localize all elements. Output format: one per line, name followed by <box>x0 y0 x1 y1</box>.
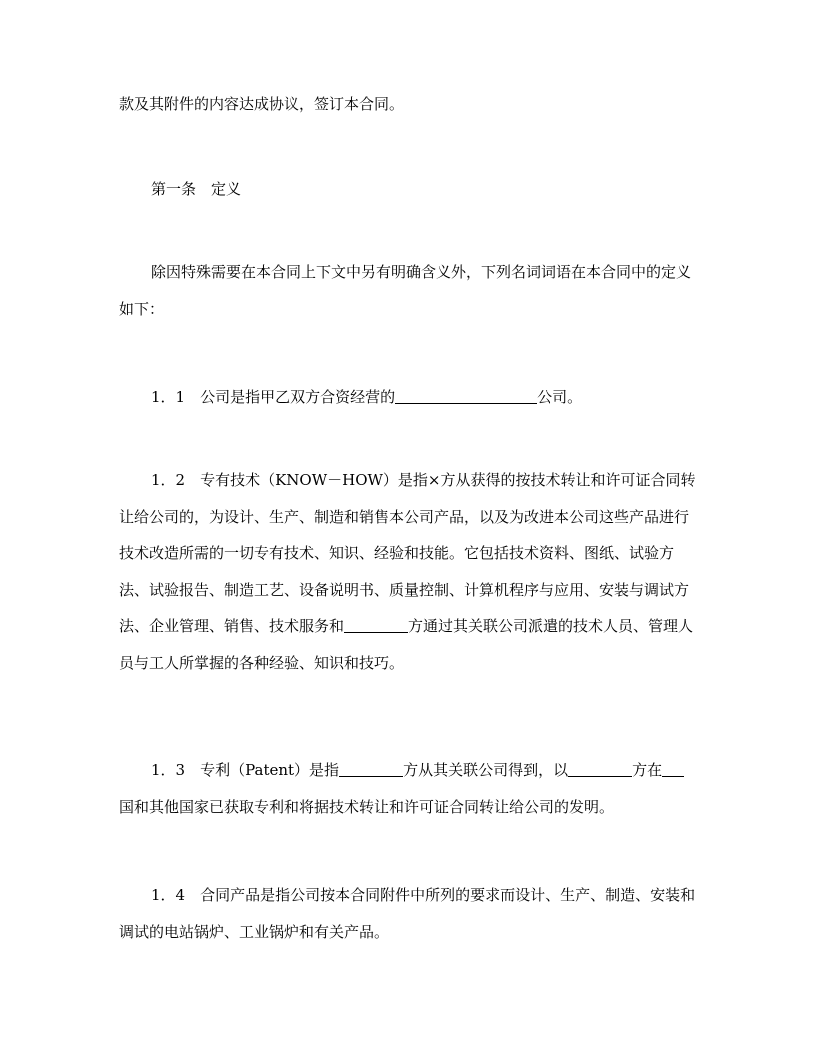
clause-text: 专利（Patent）是指 <box>200 761 340 779</box>
party-blank <box>568 762 632 777</box>
continuation-text: 款及其附件的内容达成协议，签订本合同。 <box>119 95 405 113</box>
definitions-intro-text: 除因特殊需要在本合同上下文中另有明确含义外，下列名词词语在本合同中的定义如下： <box>119 263 692 318</box>
clause-1-4 <box>119 877 699 950</box>
country-blank <box>662 762 684 777</box>
article-title: 第一条 定义 <box>151 180 242 198</box>
party-blank <box>344 618 408 633</box>
definitions-intro <box>119 254 699 327</box>
clause-number: 1．2 <box>151 471 201 489</box>
continuation-paragraph <box>119 86 699 123</box>
clause-1-2 <box>119 462 699 681</box>
clause-number: 1．4 <box>151 886 201 904</box>
clause-text: 方从其关联公司得到，以 <box>403 761 569 779</box>
article-heading <box>119 171 699 208</box>
clause-1-3 <box>119 752 699 825</box>
clause-1-1 <box>119 379 699 416</box>
clause-text: 方在 <box>632 761 663 779</box>
clause-number: 1．3 <box>151 761 201 779</box>
clause-text: 国和其他国家已获取专利和将据技术转让和许可证合同转让给公司的发明。 <box>119 797 615 816</box>
clause-text: 合同产品是指公司按本合同附件中所列的要求而设计、生产、制造、安装和调试的电站锅炉、工业锅炉和有关产品。 <box>119 886 696 941</box>
party-blank <box>339 762 403 777</box>
clause-text: 公司。 <box>537 388 583 406</box>
clause-text: 专有技术（KNOW－HOW）是指×方从获得的按技术转让和许可证合同转让给公司的，为设计、生产、制造和销售本公司产品，以及为改进本公司这些产品进行技术改造所需的一切专有技术、知识、经验和技能。它包括技术资料、图纸、试验方法、试验报告、制造工艺、设备说明书、质量控制、计算机程序与应用、安装与调试方法、企业管理、销售、技术服务和 <box>119 471 696 635</box>
clause-text: 公司是指甲乙双方合资经营的 <box>200 388 396 406</box>
clause-number: 1．1 <box>151 388 201 406</box>
clause-text: 方通过其关联公司派遣的技术人员、管理人员与工人所掌握的各种经验、知识和技巧。 <box>119 617 694 672</box>
company-name-blank <box>395 389 537 404</box>
